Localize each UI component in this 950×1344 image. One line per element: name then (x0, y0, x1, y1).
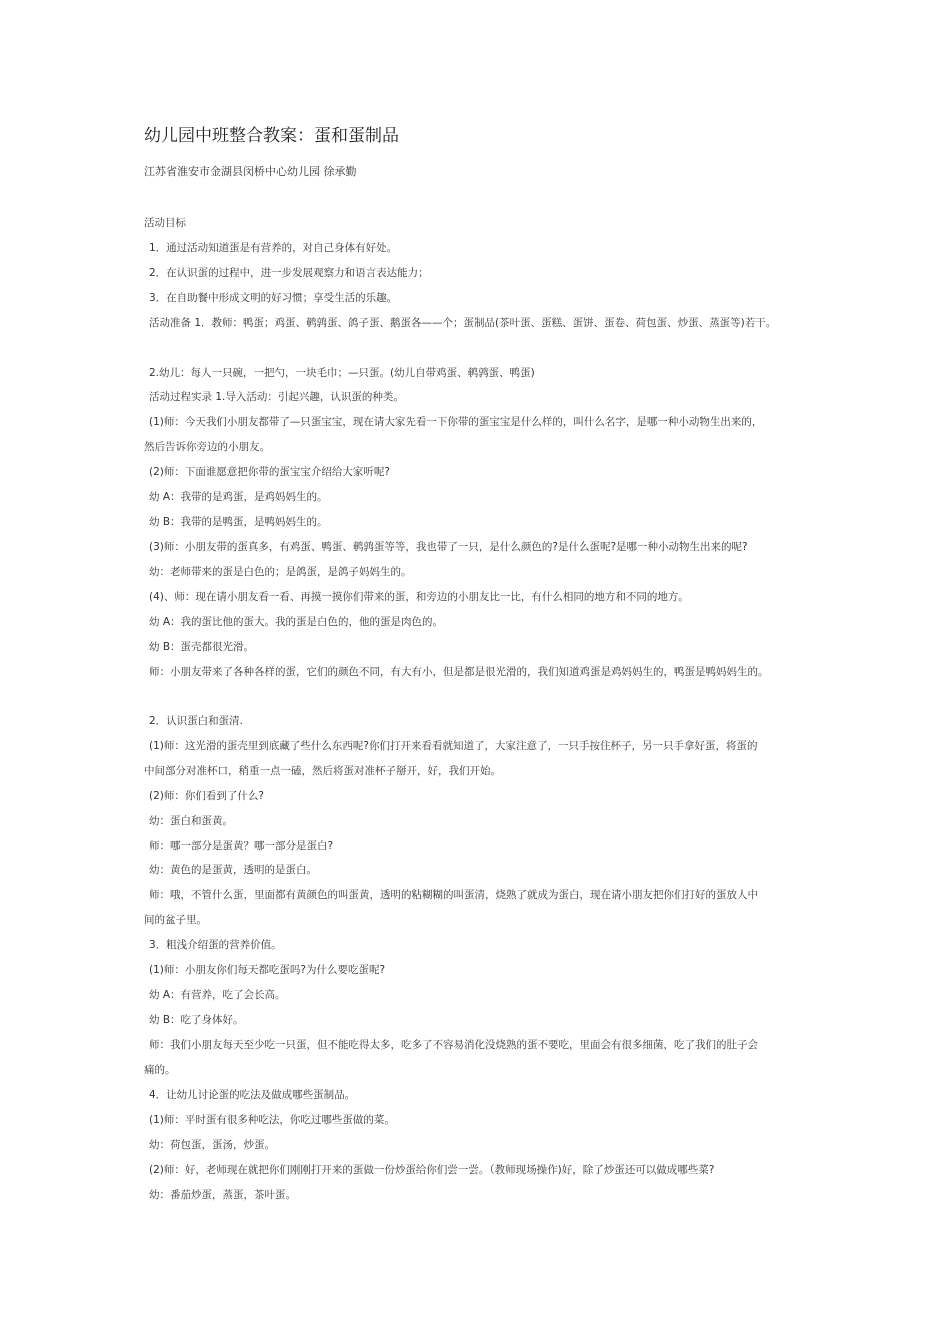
text-line: 师：哪一部分是蛋黄？哪一部分是蛋白? (149, 840, 334, 852)
text-line: 2．认识蛋白和蛋清. (149, 715, 244, 727)
text-line: 幼 B：我带的是鸭蛋，是鸭妈妈生的。 (149, 516, 328, 528)
text-line: 幼 A：我带的是鸡蛋，是鸡妈妈生的。 (149, 491, 328, 503)
text-line: 幼：老师带来的蛋是白色的；是鸽蛋，是鸽子妈妈生的。 (149, 566, 412, 578)
text-line: (2)师：好，老师现在就把你们刚刚打开来的蛋做一份炒蛋给你们尝一尝。（教师现场操作)好，除了炒蛋还可以做成哪些菜? (149, 1164, 715, 1176)
text-line: (3)师：小朋友带的蛋真多，有鸡蛋、鸭蛋、鹌鹑蛋等等，我也带了一只，是什么颜色的?是什么蛋呢?是哪一种小动物生出来的呢? (149, 541, 748, 553)
text-line: 1．通过活动知道蛋是有营养的，对自己身体有好处。 (149, 242, 398, 254)
text-line: 然后告诉你旁边的小朋友。 (144, 441, 270, 453)
text-line: (4)、师：现在请小朋友看一看、再摸一摸你们带来的蛋，和旁边的小朋友比一比，有什么相同的地方和不同的地方。 (149, 591, 689, 603)
text-line: 幼：蛋白和蛋黄。 (149, 815, 233, 827)
text-line: 活动准备 1．教师：鸭蛋；鸡蛋、鹌鹑蛋、鸽子蛋、鹅蛋各——个；蛋制品(茶叶蛋、蛋糕、蛋饼、蛋卷、荷包蛋、炒蛋、蒸蛋等)若干。 (149, 317, 777, 329)
text-line: 间的盆子里。 (144, 914, 207, 926)
text-line: 幼 B：吃了身体好。 (149, 1014, 244, 1026)
text-line: 2．在认识蛋的过程中，进一步发展观察力和语言表达能力； (149, 267, 429, 279)
text-line: 4．让幼儿讨论蛋的吃法及做成哪些蛋制品。 (149, 1089, 356, 1101)
text-line: 师：我们小朋友每天至少吃一只蛋，但不能吃得太多，吃多了不容易消化没烧熟的蛋不要吃，里面会有很多细菌，吃了我们的肚子会 (149, 1039, 758, 1051)
text-line: 2.幼儿：每人一只碗，一把勺，一块毛巾；—只蛋。(幼儿自带鸡蛋、鹌鹑蛋、鸭蛋) (149, 367, 535, 379)
text-line: 幼：番茄炒蛋，蒸蛋，茶叶蛋。 (149, 1189, 296, 1201)
section-heading-goals: 活动目标 (144, 217, 186, 229)
text-line: 3．粗浅介绍蛋的营养价值。 (149, 939, 282, 951)
text-line: (1)师：小朋友你们每天都吃蛋吗?为什么要吃蛋呢? (149, 964, 386, 976)
doc-author: 江苏省淮安市金湖县闵桥中心幼儿园 徐承勤 (144, 165, 357, 178)
text-line: (1)师：今天我们小朋友都带了—只蛋宝宝，现在请大家先看一下你带的蛋宝宝是什么样的，叫什么名字，是哪一种小动物生出来的， (149, 416, 763, 428)
text-line: (2)师：下面谁愿意把你带的蛋宝宝介绍给大家听呢? (149, 466, 390, 478)
text-line: 师：哦，不管什么蛋，里面都有黄颜色的叫蛋黄，透明的粘糊糊的叫蛋清，烧熟了就成为蛋白，现在请小朋友把你们打好的蛋放人中 (149, 889, 758, 901)
text-line: 幼 A：有营养，吃了会长高。 (149, 989, 286, 1001)
text-line: 活动过程实录 1.导入活动：引起兴趣，认识蛋的种类。 (149, 391, 404, 403)
text-line: (1)师：平时蛋有很多种吃法，你吃过哪些蛋做的菜。 (149, 1114, 395, 1126)
text-line: 幼 A：我的蛋比他的蛋大。我的蛋是白色的，他的蛋是肉色的。 (149, 616, 444, 628)
text-line: 中间部分对准杯口，稍重一点一磕，然后将蛋对准杯子掰开，好，我们开始。 (144, 765, 501, 777)
text-line: 师：小朋友带来了各种各样的蛋，它们的颜色不同，有大有小，但是都是很光滑的，我们知道鸡蛋是鸡妈妈生的，鸭蛋是鸭妈妈生的。 (149, 666, 769, 678)
text-line: 3．在自助餐中形成文明的好习惯；享受生活的乐趣。 (149, 292, 398, 304)
text-line: 幼：荷包蛋，蛋汤，炒蛋。 (149, 1139, 275, 1151)
text-line: 幼 B：蛋壳都很光滑。 (149, 641, 255, 653)
text-line: (1)师：这光滑的蛋壳里到底藏了些什么东西呢?你们打开来看看就知道了，大家注意了，一只手按住杯子，另一只手拿好蛋，将蛋的 (149, 740, 758, 752)
doc-title: 幼儿园中班整合教案：蛋和蛋制品 (144, 126, 399, 146)
text-line: (2)师：你们看到了什么? (149, 790, 264, 802)
text-line: 幼：黄色的是蛋黄，透明的是蛋白。 (149, 864, 317, 876)
text-line: 痛的。 (144, 1064, 176, 1076)
